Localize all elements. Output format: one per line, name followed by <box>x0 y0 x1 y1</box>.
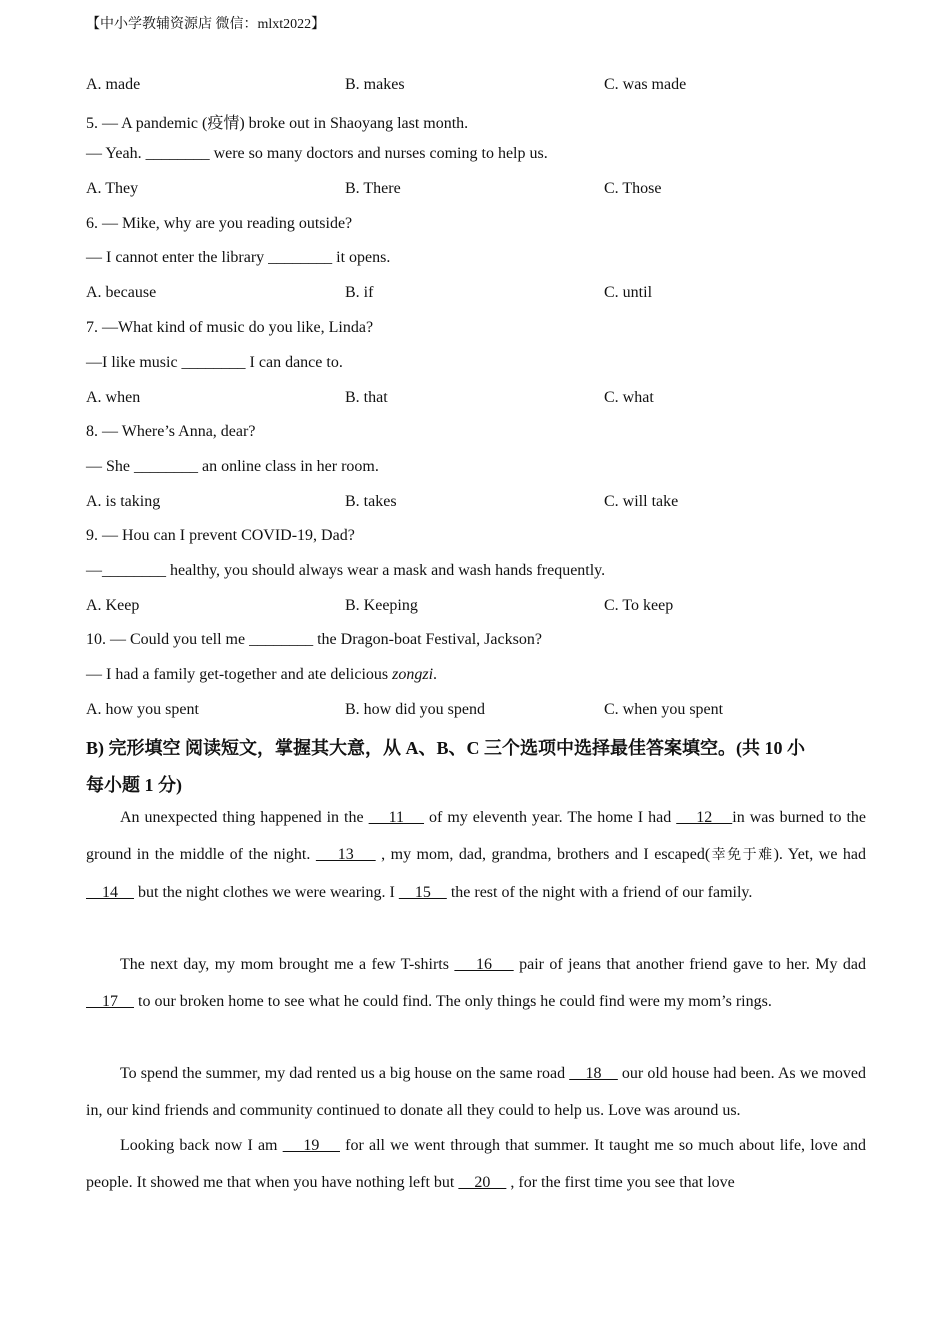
q6-option-c: C. until <box>604 284 653 301</box>
p1-text: the rest of the night with a friend of our family. <box>446 884 753 901</box>
q5-option-c: C. Those <box>604 180 662 197</box>
q9-option-a: A. Keep <box>86 597 140 614</box>
blank-15: 15 <box>398 884 447 901</box>
q7-option-a: A. when <box>86 389 141 406</box>
q7-answer: —I like music ________ I can dance to. <box>86 354 343 371</box>
q7-option-c: C. what <box>604 389 654 406</box>
p1-text: ). Yet, we had <box>773 846 867 863</box>
q8-option-b: B. takes <box>345 493 397 510</box>
p1-chinese-gloss: 幸免于难 <box>710 847 774 863</box>
section-b-heading-cont: 每小题 1 分) <box>86 775 182 795</box>
q7-question: 7. —What kind of music do you like, Linda? <box>86 319 374 336</box>
page-header-watermark: 【中小学教辅资源店 微信：mlxt2022】 <box>86 17 326 32</box>
blank-16: 16 <box>454 956 514 973</box>
p1-text: but the night clothes we were wearing. I <box>134 884 399 901</box>
q7-option-b: B. that <box>345 389 388 406</box>
passage-paragraph-3 <box>86 1055 866 1129</box>
section-b-heading: B) 完形填空 阅读短文，掌握其大意，从 A、B、C 三个选项中选择最佳答案填空。(共 10 小 <box>86 738 805 758</box>
q9-option-c: C. To keep <box>604 597 674 614</box>
q6-question: 6. — Mike, why are you reading outside? <box>86 215 353 232</box>
p1-text: An unexpected thing happened in the <box>120 809 369 826</box>
passage-paragraph-2 <box>86 946 866 1020</box>
q8-option-a: A. is taking <box>86 493 161 510</box>
blank-14: 14 <box>86 884 134 901</box>
q9-question: 9. — Hou can I prevent COVID-19, Dad? <box>86 527 355 544</box>
q8-option-c: C. will take <box>604 493 679 510</box>
p4-text: for all we went through that summer. It taught me so much about life, love and people. It showed me that when you have nothing left but <box>86 1137 867 1191</box>
q4-option-a: A. made <box>86 76 141 93</box>
passage-paragraph-1 <box>86 799 866 911</box>
p3-text: To spend the summer, my dad rented us a big house on the same road <box>120 1065 570 1082</box>
q9-answer: —________ healthy, you should always wear a mask and wash hands frequently. <box>86 562 606 579</box>
q10-answer-end: . <box>433 666 438 683</box>
blank-11: 11 <box>368 809 425 826</box>
blank-19: 19 <box>282 1137 340 1154</box>
q9-option-b: B. Keeping <box>345 597 418 614</box>
q5-answer: — Yeah. ________ were so many doctors and nurses coming to help us. <box>86 145 548 162</box>
q5-question: 5. — A pandemic (疫情) broke out in Shaoyang last month. <box>86 115 469 132</box>
p4-text: Looking back now I am <box>120 1137 283 1154</box>
q8-question: 8. — Where’s Anna, dear? <box>86 423 256 440</box>
q10-option-b: B. how did you spend <box>345 701 485 718</box>
q5-option-a: A. They <box>86 180 139 197</box>
p2-text: The next day, my mom brought me a few T-shirts <box>120 956 455 973</box>
p4-text: , for the first time you see that love <box>506 1174 735 1191</box>
p3-text: our old house had been. As we moved in, our kind friends and community continued to donate all they could to help us. Love was around us. <box>86 1065 866 1119</box>
p1-text: in was burned to the ground in the middle of the night. <box>86 809 867 863</box>
q5-option-b: B. There <box>345 180 401 197</box>
q4-option-b: B. makes <box>345 76 405 93</box>
p2-text: to our broken home to see what he could find. The only things he could find were my mom’s rings. <box>134 993 772 1010</box>
q10-answer <box>86 666 437 684</box>
blank-18: 18 <box>569 1065 618 1082</box>
p2-text: pair of jeans that another friend gave to her. My dad <box>513 956 867 973</box>
p1-text: , my mom, dad, grandma, brothers and I escaped( <box>375 846 711 863</box>
passage-paragraph-4 <box>86 1127 866 1201</box>
q4-option-c: C. was made <box>604 76 687 93</box>
q6-option-b: B. if <box>345 284 374 301</box>
q10-question: 10. — Could you tell me ________ the Dragon-boat Festival, Jackson? <box>86 631 542 648</box>
p1-text: of my eleventh year. The home I had <box>424 809 677 826</box>
q10-option-a: A. how you spent <box>86 701 199 718</box>
blank-20: 20 <box>458 1174 507 1191</box>
q8-answer: — She ________ an online class in her room. <box>86 458 379 475</box>
q10-answer-text: — I had a family get-together and ate delicious <box>86 666 393 683</box>
blank-17: 17 <box>86 993 134 1010</box>
q6-option-a: A. because <box>86 284 157 301</box>
q6-answer: — I cannot enter the library ________ it opens. <box>86 249 391 266</box>
blank-13: 13 <box>315 846 376 863</box>
q10-answer-italic: zongzi <box>392 666 434 683</box>
q10-option-c: C. when you spent <box>604 701 724 718</box>
blank-12: 12 <box>676 809 733 826</box>
